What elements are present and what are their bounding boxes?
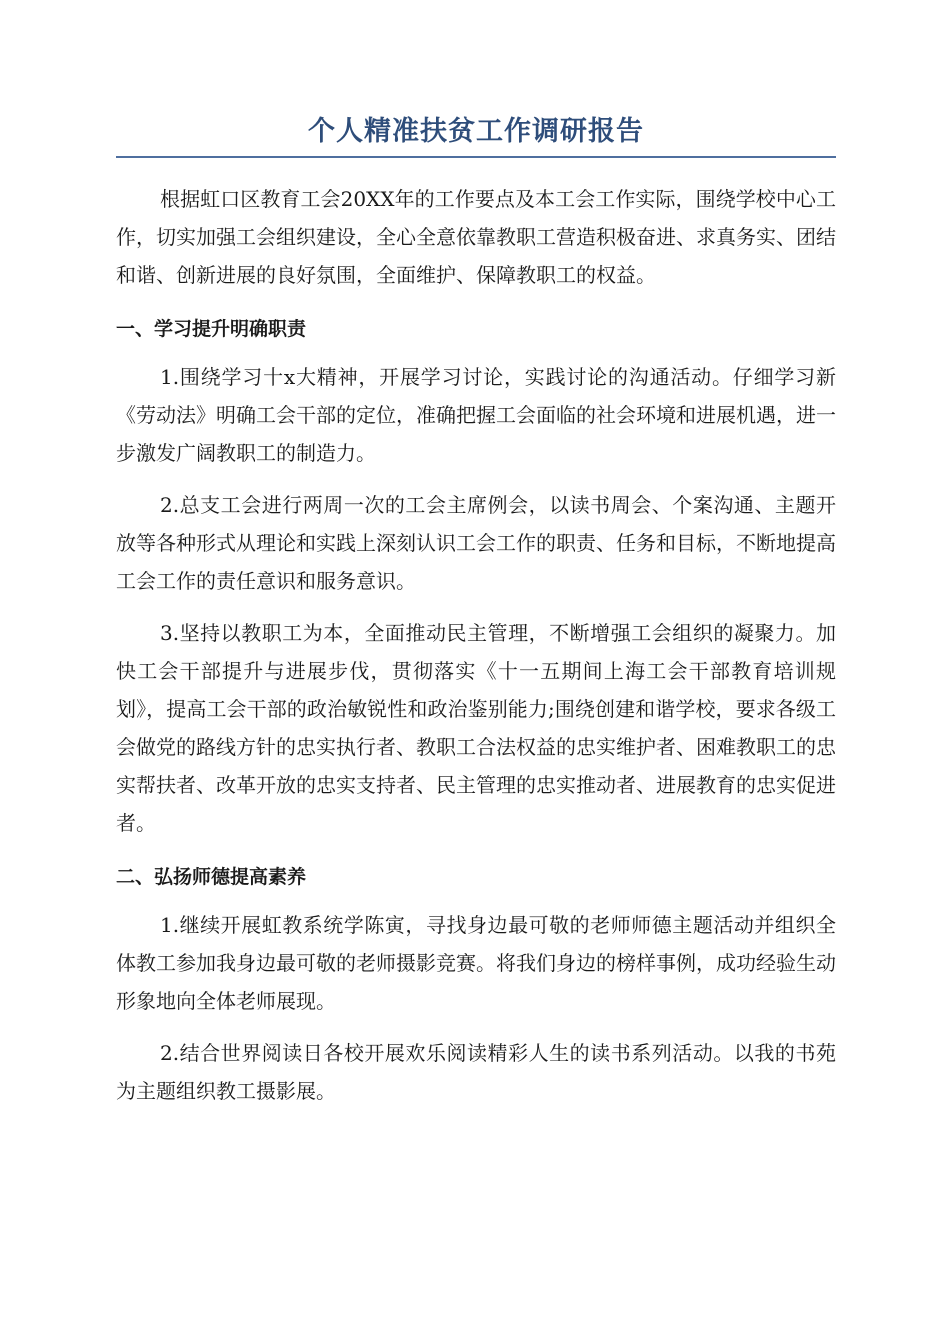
document-body (116, 180, 836, 1110)
section-1-paragraph-1: 1.围绕学习十x大精神，开展学习讨论，实践讨论的沟通活动。仔细学习新《劳动法》明确工会干部的定位，准确把握工会面临的社会环境和进展机遇，进一步激发广阔教职工的制造力。 (116, 365, 836, 465)
section-2-paragraph-2: 2.结合世界阅读日各校开展欢乐阅读精彩人生的读书系列活动。以我的书苑为主题组织教工摄影展。 (116, 1041, 836, 1103)
section-1-paragraph-2: 2.总支工会进行两周一次的工会主席例会，以读书周会、个案沟通、主题开放等各种形式从理论和实践上深刻认识工会工作的职责、任务和目标，不断地提高工会工作的责任意识和服务意识。 (116, 493, 836, 593)
section-1-paragraph-3: 3.坚持以教职工为本，全面推动民主管理，不断增强工会组织的凝聚力。加快工会干部提升与进展步伐，贯彻落实《十一五期间上海工会干部教育培训规划》，提高工会干部的政治敏锐性和政治鉴别能力;围绕创建和谐学校，要求各级工会做党的路线方针的忠实执行者、教职工合法权益的忠实维护者、困难教职工的忠实帮扶者、改革开放的忠实支持者、民主管理的忠实推动者、进展教育的忠实促进者。 (116, 621, 836, 835)
section-2-paragraph-1: 1.继续开展虹教系统学陈寅，寻找身边最可敬的老师师德主题活动并组织全体教工参加我身边最可敬的老师摄影竞赛。将我们身边的榜样事例，成功经验生动形象地向全体老师展现。 (116, 913, 836, 1013)
document-page (116, 112, 836, 1110)
section-heading-1: 一、学习提升明确职责 (116, 318, 307, 340)
section-heading-2: 二、弘扬师德提高素养 (116, 866, 307, 888)
intro-paragraph: 根据虹口区教育工会20XX年的工作要点及本工会工作实际，围绕学校中心工作，切实加强工会组织建设，全心全意依靠教职工营造积极奋进、求真务实、团结和谐、创新进展的良好氛围，全面维护、保障教职工的权益。 (116, 187, 836, 287)
document-title: 个人精准扶贫工作调研报告 (116, 112, 836, 158)
